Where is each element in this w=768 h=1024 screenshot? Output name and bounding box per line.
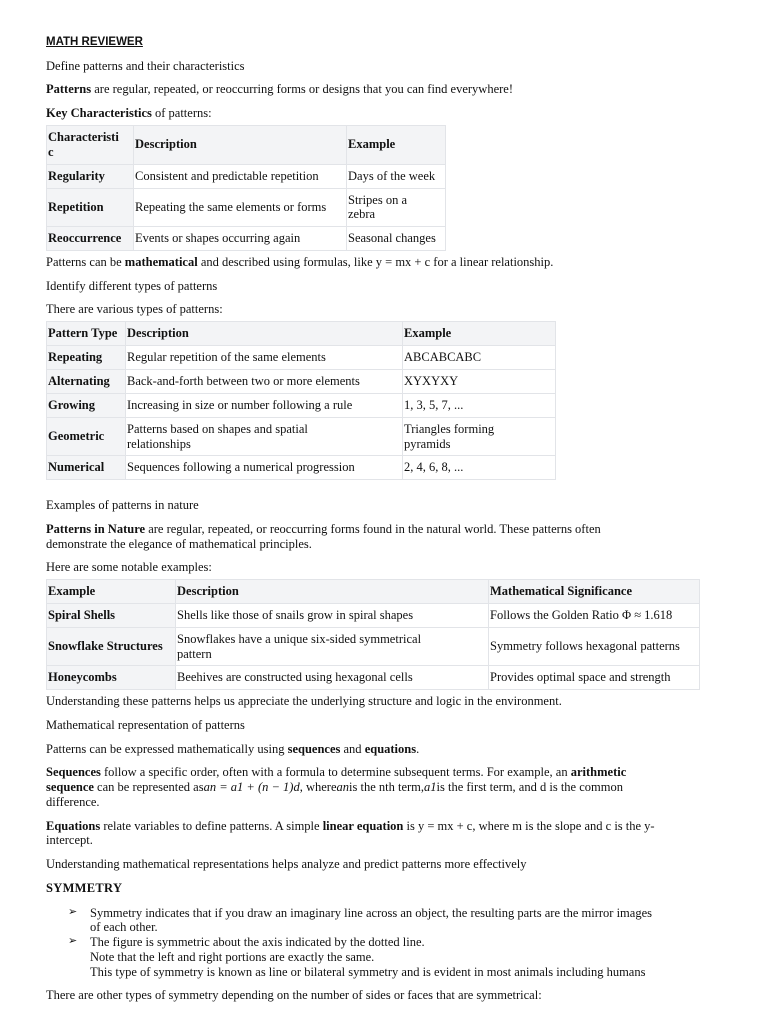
table-cell: Repeating [47,346,126,370]
table-cell: Patterns based on shapes and spatial relationships [126,418,403,456]
table-cell: Increasing in size or number following a rule [126,394,403,418]
list-item: ➢ The figure is symmetric about the axis indicated by the dotted line. Note that the left and right portions are exactly the same. This type of symmetry is known as line or bilateral symmetry and is evident in most animals including humans [68,934,646,979]
table-header-row [47,125,446,164]
patterns-definition: Patterns are regular, repeated, or reoccurring forms or designs that you can find everywhere! [46,82,514,97]
table-cell: Symmetry follows hexagonal patterns [489,628,700,666]
nature-examples-table [46,579,700,690]
table-cell: ABCABCABC [403,346,556,370]
key-characteristics-intro: Key Characteristics of patterns: [46,106,212,121]
table-cell: Back-and-forth between two or more elements [126,370,403,394]
table-cell: Spiral Shells [47,604,176,628]
table-header-description: Description [126,322,403,346]
table-cell: Snowflakes have a unique six-sided symmetrical pattern [176,628,489,666]
spacer [46,484,722,498]
table-row [47,604,700,628]
table-header-description: Description [176,580,489,604]
table-cell: Stripes on a zebra [347,188,446,226]
table-cell: Honeycombs [47,666,176,690]
pattern-types-table [46,321,556,480]
table-header-row [47,580,700,604]
table-cell: Growing [47,394,126,418]
table-header-description: Description [134,125,347,164]
nature-examples-intro: Here are some notable examples: [46,560,212,575]
table-cell: Events or shapes occurring again [134,226,347,250]
list-item: ➢ Symmetry indicates that if you draw an imaginary line across an object, the resulting parts are the mirror images of each other. [68,904,652,935]
table-header-example: Example [347,125,446,164]
table-row [47,346,556,370]
table-header-significance: Mathematical Significance [489,580,700,604]
table-row [47,418,556,456]
nature-conclusion: Understanding these patterns helps us appreciate the underlying structure and logic in the environment. [46,694,562,709]
table-cell: Shells like those of snails grow in spiral shapes [176,604,489,628]
table-cell: Reoccurrence [47,226,134,250]
characteristics-table [46,125,446,251]
table-cell: Days of the week [347,164,446,188]
table-cell: Regular repetition of the same elements [126,346,403,370]
table-cell: Seasonal changes [347,226,446,250]
symmetry-heading: SYMMETRY [46,880,123,895]
table-cell: Alternating [47,370,126,394]
table-cell: Repeating the same elements or forms [134,188,347,226]
table-row [47,456,556,480]
section-heading-define-patterns: Define patterns and their characteristics [46,58,245,73]
table-row [47,394,556,418]
table-cell: Consistent and predictable repetition [134,164,347,188]
table-header-example: Example [403,322,556,346]
table-header-pattern-type: Pattern Type [47,322,126,346]
arrow-bullet-icon: ➢ [68,934,78,948]
table-header-example: Example [47,580,176,604]
section-heading-nature: Examples of patterns in nature [46,498,199,513]
table-cell: Geometric [47,418,126,456]
table-cell: Regularity [47,164,134,188]
table-cell: Provides optimal space and strength [489,666,700,690]
table-cell: Beehives are constructed using hexagonal cells [176,666,489,690]
sequences-paragraph: Sequences follow a specific order, often with a formula to determine subsequent terms. For example, an arithmetic sequence can be represented asan = a1 + (n − 1)d, whereanis the nth term,a1is the first term, and d is the common difference. [46,765,627,809]
table-header-characteristic: Characteristi c [47,125,134,164]
patterns-in-nature-definition: Patterns in Nature are regular, repeated, or reoccurring forms found in the natural world. These patterns often demonstrate the elegance of mathematical principles. [46,521,601,551]
document-title: MATH REVIEWER [46,36,143,48]
table-cell: Sequences following a numerical progression [126,456,403,480]
table-cell: Triangles forming pyramids [403,418,556,456]
symmetry-types-intro: There are other types of symmetry depending on the number of sides or faces that are symmetrical: [46,988,542,1003]
table-cell: XYXYXY [403,370,556,394]
table-row [47,188,446,226]
table-cell: Follows the Golden Ratio Φ ≈ 1.618 [489,604,700,628]
equations-paragraph: Equations relate variables to define patterns. A simple linear equation is y = mx + c, where m is the slope and c is the y- intercept. [46,818,655,848]
table-row [47,628,700,666]
table-row [47,370,556,394]
arrow-bullet-icon: ➢ [68,904,78,918]
table-cell: 1, 3, 5, 7, ... [403,394,556,418]
math-representation-intro: Patterns can be expressed mathematically using sequences and equations. [46,741,420,756]
table-cell: 2, 4, 6, 8, ... [403,456,556,480]
types-intro: There are various types of patterns: [46,302,223,317]
table-header-row [47,322,556,346]
table-cell: Repetition [47,188,134,226]
table-cell: Numerical [47,456,126,480]
table-row [47,164,446,188]
table-row [47,226,446,250]
math-representation-conclusion: Understanding mathematical representations helps analyze and predict patterns more effectively [46,857,527,872]
symmetry-bullet-list [46,906,722,980]
table-row [47,666,700,690]
section-heading-types: Identify different types of patterns [46,278,218,293]
patterns-mathematical: Patterns can be mathematical and described using formulas, like y = mx + c for a linear relationship. [46,254,554,269]
table-cell: Snowflake Structures [47,628,176,666]
section-heading-math-representation: Mathematical representation of patterns [46,717,245,732]
